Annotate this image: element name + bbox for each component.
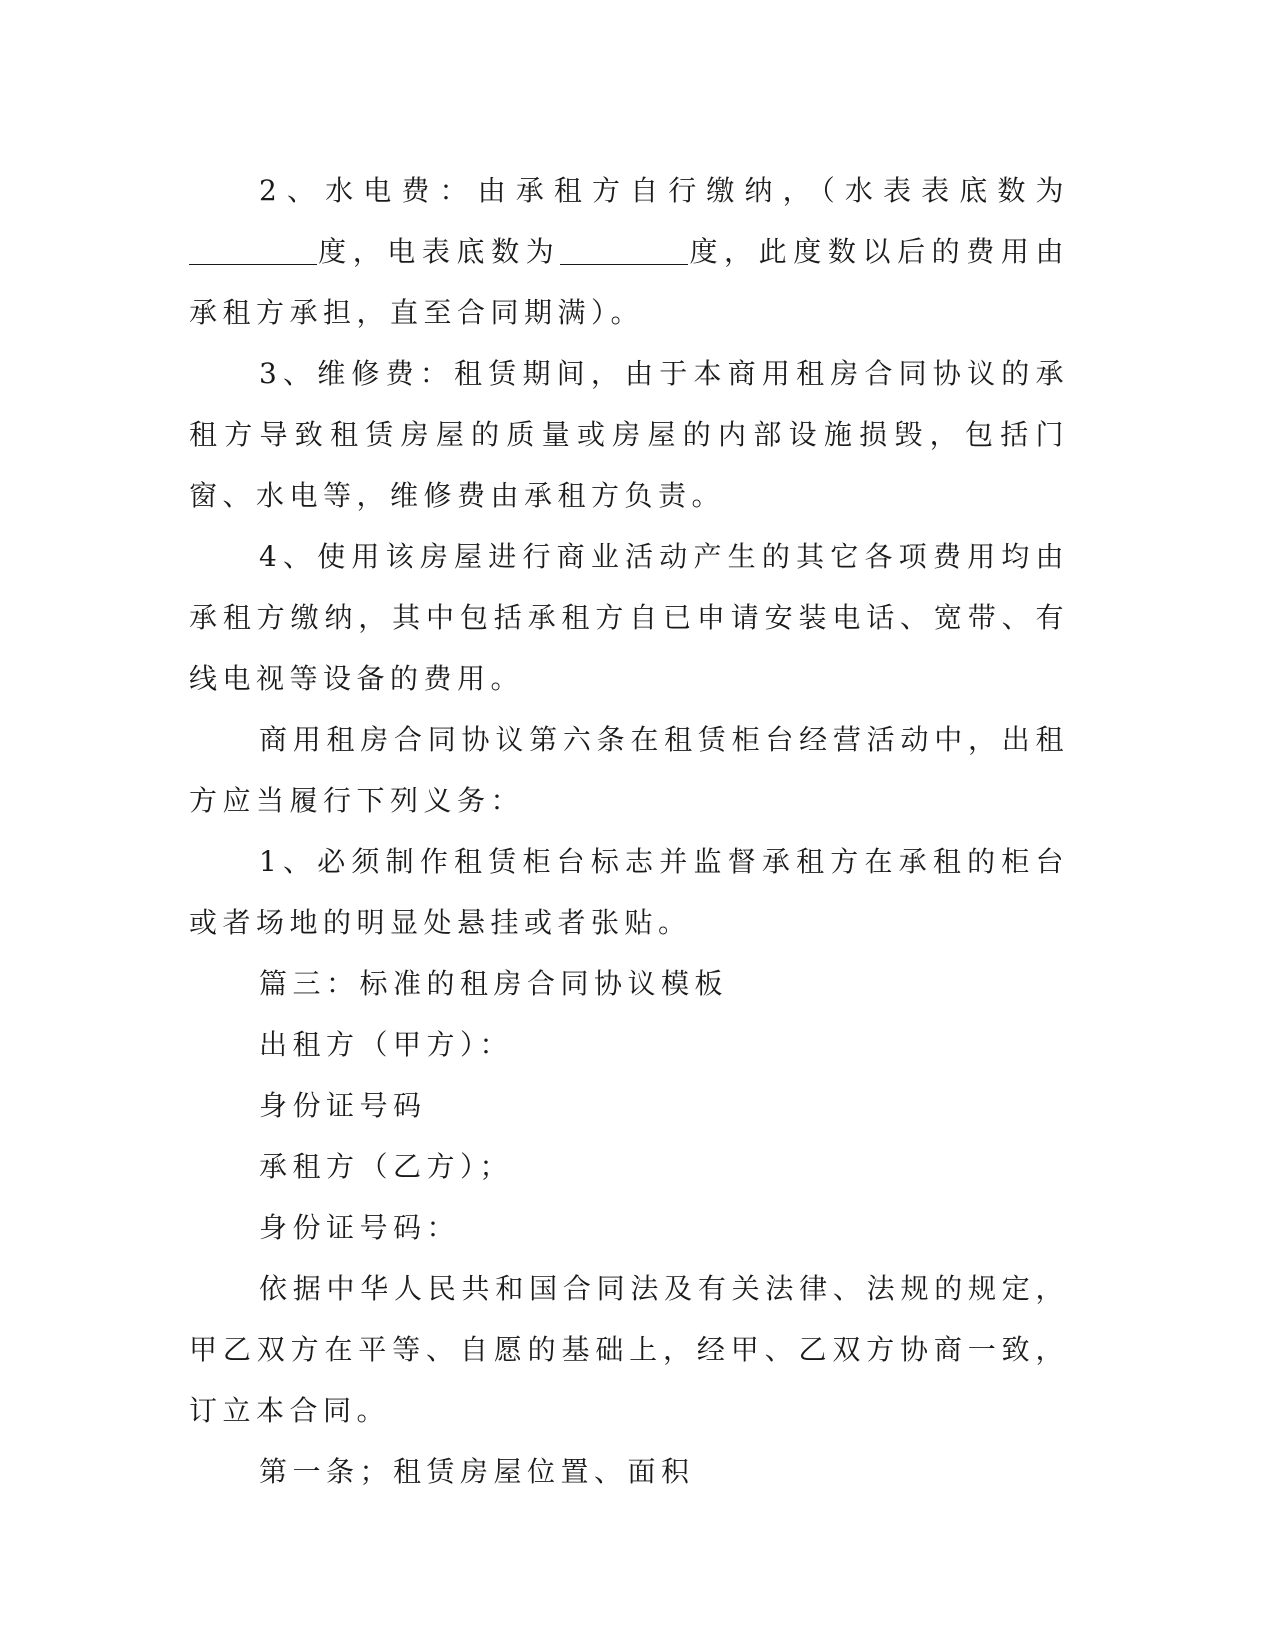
paragraph-article-six: 商用租房合同协议第六条在租赁柜台经营活动中，出租方应当履行下列义务： [189,723,1069,817]
utilities-text-part-2: 度，电表底数为 [317,235,561,268]
section-heading-part-three: 篇三：标准的租房合同协议模板 [259,967,729,1000]
electric-meter-blank [560,238,688,265]
lessee-id-label: 身份证号码： [259,1211,461,1244]
water-meter-blank [189,238,317,265]
utilities-text-part-1: 2、水电费：由承租方自行缴纳，（水表表底数为 [259,174,1069,207]
paragraph-counter-sign: 1、必须制作租赁柜台标志并监督承租方在承租的柜台或者场地的明显处悬挂或者张贴。 [189,845,1069,939]
document-body [189,160,1069,1502]
paragraph-repair-fee: 3、维修费：租赁期间，由于本商用租房合同协议的承租方导致租赁房屋的质量或房屋的内部设施损毁，包括门窗、水电等，维修费由承租方负责。 [189,357,1069,512]
utilities-text-part-3: 度，此度数以后的费用由承租方承担，直至合同期满）。 [189,235,1069,329]
paragraph-legal-basis: 依据中华人民共和国合同法及有关法律、法规的规定，甲乙双方在平等、自愿的基础上，经甲、乙双方协商一致，订立本合同。 [189,1272,1069,1427]
paragraph-utilities-fee [189,160,1069,343]
lessor-id-label: 身份证号码 [259,1089,427,1122]
lessee-label: 承租方（乙方）； [259,1150,514,1183]
paragraph-other-fees: 4、使用该房屋进行商业活动产生的其它各项费用均由承租方缴纳，其中包括承租方自已申请安装电话、宽带、有线电视等设备的费用。 [189,540,1069,695]
article-one-heading: 第一条；租赁房屋位置、面积 [259,1455,695,1488]
lessor-label: 出租方（甲方）： [259,1028,514,1061]
